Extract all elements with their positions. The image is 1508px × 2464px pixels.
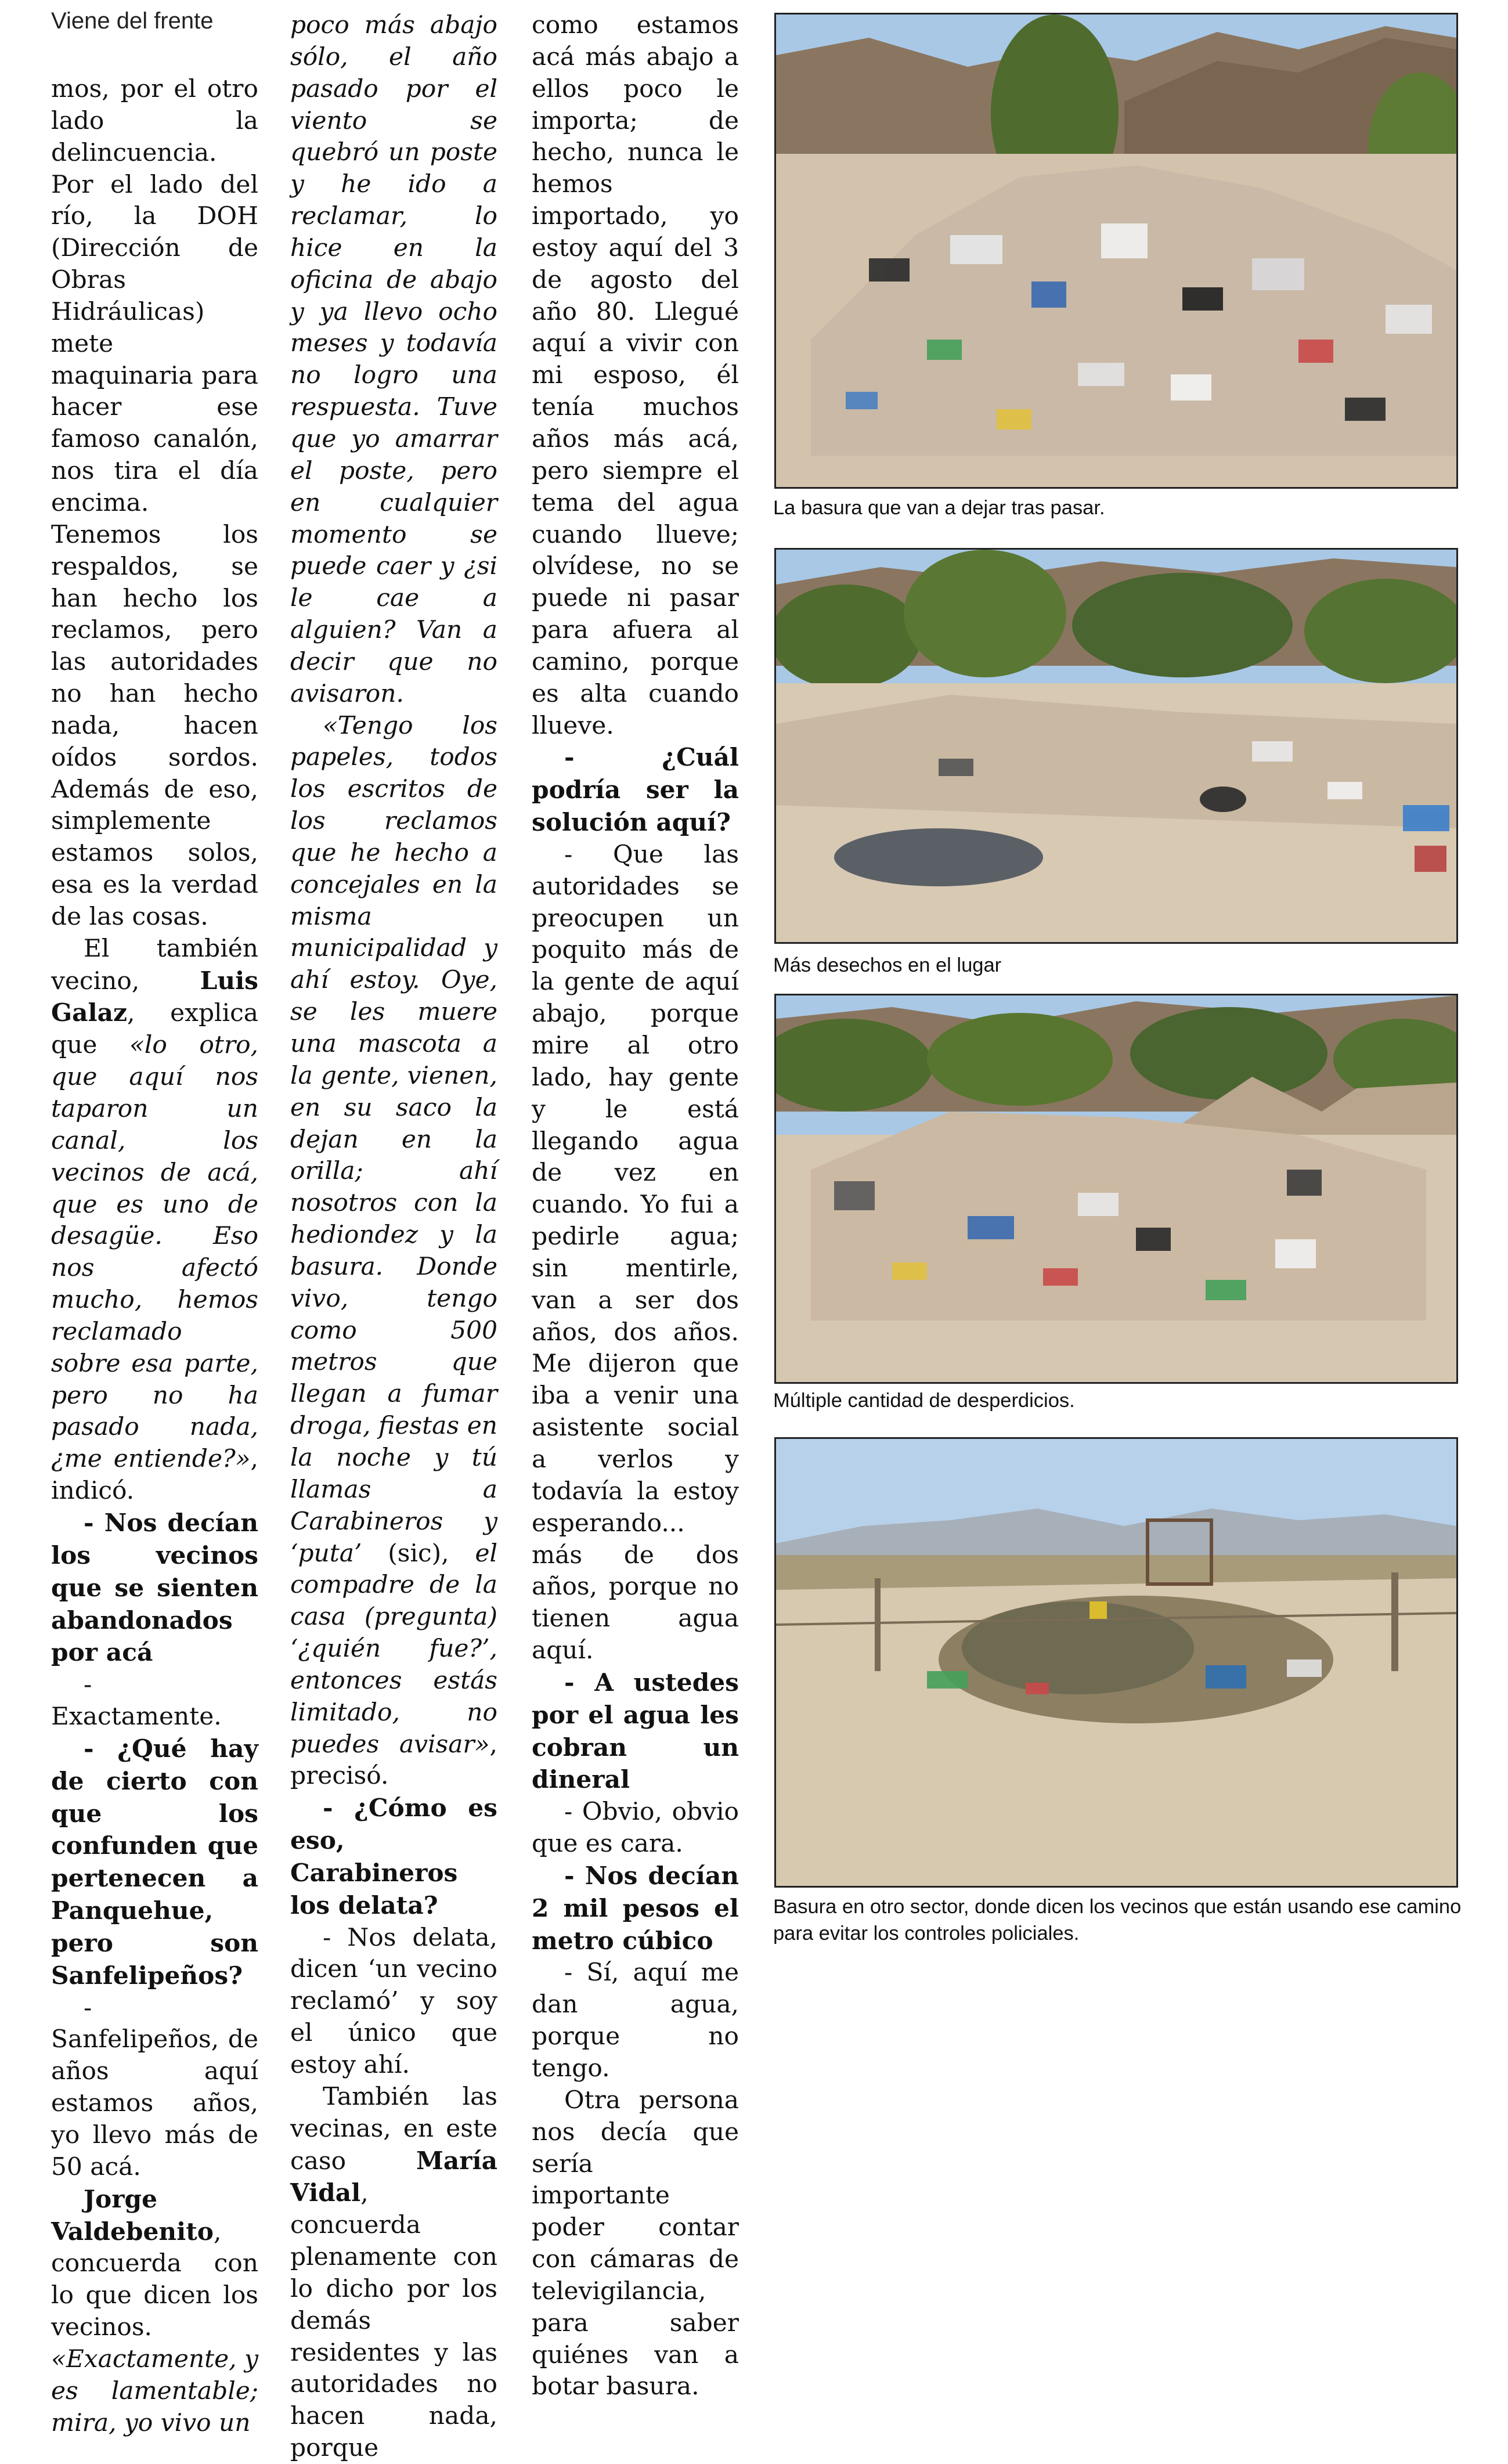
continued-from-front-kicker: Viene del frente [51,8,214,34]
article-column-2 [290,9,497,2464]
photo-caption: Basura en otro sector, donde dicen los vecinos que están usando ese camino para evitar los controles policiales. [773,1896,1462,1944]
interview-question: - A ustedes por el agua les cobran un dineral [532,1667,739,1794]
photo-other-sector [774,1437,1458,1888]
paragraph: poco más abajo sólo, el año pasado por el viento se quebró un poste y he ido a reclamar, lo hice en la oficina de abajo y ya llevo ocho meses y todavía no logro una respuesta. Tuve que yo amarrar el poste, pero en cualquier momento se puede caer y ¿si le cae a alguien? Van a decir que no avisaron. [290,10,497,708]
interview-question: - ¿Cómo es eso, Carabineros los delata? [290,1793,497,1920]
article-column-1 [51,73,258,2438]
photo-multiple-waste [774,994,1458,1384]
interview-answer: - Nos delata, dicen ‘un vecino reclamó’ y soy el único que estoy ahí. [290,1922,497,2079]
paragraph: mos, por el otro lado la delincuencia. Por el lado del río, la DOH (Dirección de Obras Hidráulicas) mete maquinaria para hacer ese famoso canalón, nos tira el día encima. Tenemos los respaldos, se han hecho los reclamos, pero las autoridades no han hecho nada, hacen oídos sordos. Además de eso, simplemente estamos solos, esa es la verdad de las cosas. [51,74,258,930]
interview-question: - Nos decían 2 mil pesos el metro cúbico [532,1860,739,1955]
photo-garbage-pile [774,13,1458,489]
interview-answer: - Sanfelipeños, de años aquí estamos años, yo llevo más de 50 acá. [51,1993,258,2181]
paragraph: El también vecino, Luis Galaz, explica que «lo otro, que aquí nos taparon un canal, los vecinos de acá, que es uno de desagüe. Eso nos afectó mucho, hemos reclamado sobre esa parte, pero no ha pasado nada, ¿me entiende?», indicó. [51,933,258,1505]
photo-caption: Más desechos en el lugar [773,954,1002,976]
paragraph: como estamos acá más abajo a ellos poco le importa; de hecho, nunca le hemos importado, yo estoy aquí del 3 de agosto del año 80. Llegué aquí a vivir con mi esposo, él tenía muchos años más acá, pero siempre el tema del agua cuando llueve; olvídese, no se puede ni pasar para afuera al camino, porque es alta cuando llueve. [532,10,739,739]
photo-more-waste [774,548,1458,944]
interview-answer: - Que las autoridades se preocupen un poquito más de la gente de aquí abajo, porque mire al otro lado, hay gente y le está llegando agua de vez en cuando. Yo fui a pedirle agua; sin mentirle, van a ser dos años, dos años. Me dijeron que iba a venir una asistente social a verlos y todavía la estoy esperando... más de dos años, porque no tienen agua aquí. [532,839,739,1665]
interview-question: - ¿Qué hay de cierto con que los confunden que pertenecen a Panquehue, pero son Sanfelipeños? [51,1733,258,1990]
interview-answer: - Sí, aquí me dan agua, porque no tengo. [532,1958,739,2082]
paragraph: Jorge Valdebenito, concuerda con lo que dicen los vecinos. «Exactamente, y es lamentable; mira, yo vivo un [51,2184,258,2437]
paragraph: «Tengo los papeles, todos los escritos de los reclamos que he hecho a concejales en la misma municipalidad y ahí estoy. Oye, se les muere una mascota a la gente, vienen, en su saco la dejan en la orilla; ahí nosotros con la hediondez y la basura. Donde vivo, tengo como 500 metros que llegan a fumar droga, fiestas en la noche y tú llamas a Carabineros y ‘puta’ (sic), el compadre de la casa (pregunta) ‘¿quién fue?’, entonces estás limitado, no puedes avisar», precisó. [290,710,497,1790]
paragraph: También las vecinas, en este caso María Vidal, concuerda plenamente con lo dicho por los demás residentes y las autoridades no hacen nada, porque [290,2081,497,2462]
interview-question: - Nos decían los vecinos que se sienten abandonados por acá [51,1507,258,1667]
interview-answer: - Obvio, obvio que es cara. [532,1797,739,1858]
photo-caption: Múltiple cantidad de desperdicios. [773,1390,1075,1412]
paragraph: Otra persona nos decía que sería importante poder contar con cámaras de televigilancia, para saber quiénes van a botar basura. [532,2085,739,2401]
photo-caption: La basura que van a dejar tras pasar. [773,497,1105,519]
interview-question: - ¿Cuál podría ser la solución aquí? [532,742,739,837]
article-column-3 [532,9,739,2402]
interview-answer: - Exactamente. [51,1670,222,1731]
